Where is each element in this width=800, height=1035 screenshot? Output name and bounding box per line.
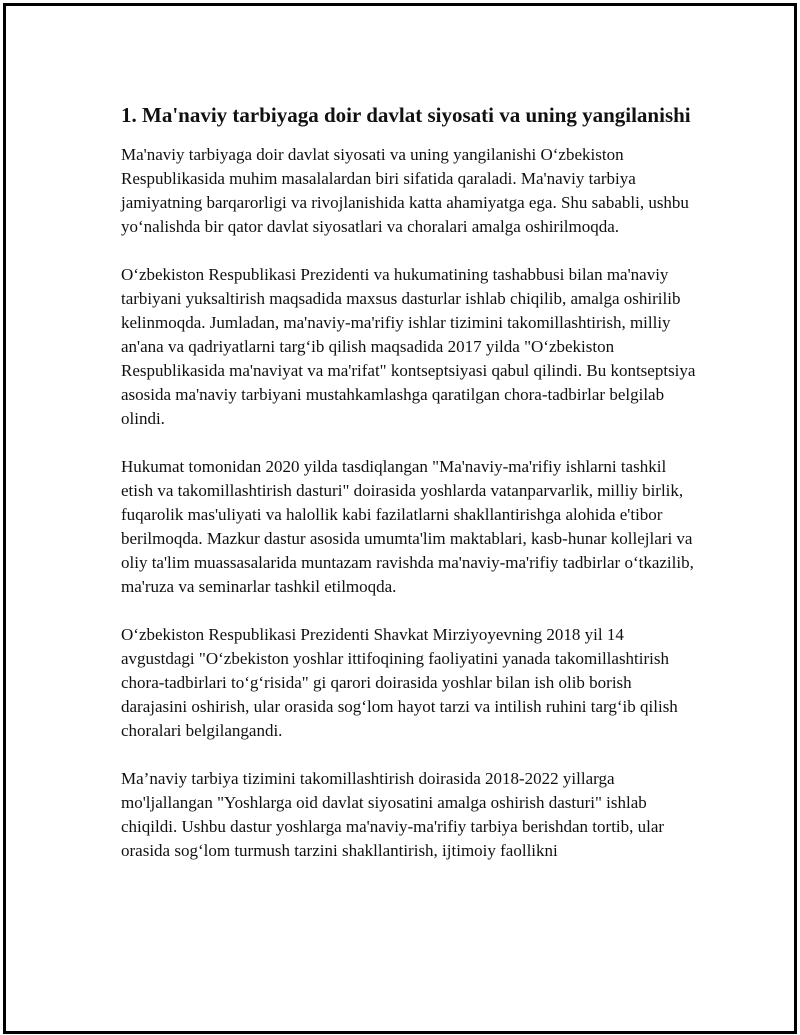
paragraph-2: O‘zbekiston Respublikasi Prezidenti va hukumatining tashabbusi bilan ma'naviy tarbiyani yuksaltirish maqsadida maxsus dasturlar ishlab chiqilib, amalga oshirilib kelinmoqda. Jumladan, ma'naviy-ma'rifiy ishlar tizimini takomillashtirish, milliy an'ana va qadriyatlarni targ‘ib qilish maqsadida 2017 yilda "O‘zbekiston Respublikasida ma'naviyat va ma'rifat" kontseptsiyasi qabul qilindi. Bu kontseptsiya asosida ma'naviy tarbiyani mustahkamlashga qaratilgan chora-tadbirlar belgilab olindi. — [121, 265, 696, 428]
document-body — [121, 102, 701, 887]
paragraph-1: Ma'naviy tarbiyaga doir davlat siyosati va uning yangilanishi O‘zbekiston Respublikasida muhim masalalardan biri sifatida qaraladi. Ma'naviy tarbiya jamiyatning barqarorligi va rivojlanishida katta ahamiyatga ega. Shu sababli, ushbu yo‘nalishda bir qator davlat siyosatlari va choralari amalga oshirilmoqda. — [121, 145, 689, 236]
paragraph-3: Hukumat tomonidan 2020 yilda tasdiqlangan "Ma'naviy-ma'rifiy ishlarni tashkil etish va takomillashtirish dasturi" doirasida yoshlarda vatanparvarlik, milliy birlik, fuqarolik mas'uliyati va halollik kabi fazilatlarni shakllantirishga alohida e'tibor berilmoqda. Mazkur dastur asosida umumta'lim maktablari, kasb-hunar kollejlari va oliy ta'lim muassasalarida muntazam ravishda ma'naviy-ma'rifiy tadbirlar o‘tkazilib, ma'ruza va seminarlar tashkil etilmoqda. — [121, 457, 694, 596]
paragraph-5: Ma’naviy tarbiya tizimini takomillashtirish doirasida 2018-2022 yillarga mo'ljallangan "Yoshlarga oid davlat siyosatini amalga oshirish dasturi" ishlab chiqildi. Ushbu dastur yoshlarga ma'naviy-ma'rifiy tarbiya berishdan tortib, ular orasida sog‘lom turmush tarzini shakllantirish, ijtimoiy faollikni — [121, 769, 665, 860]
paragraph-4: O‘zbekiston Respublikasi Prezidenti Shavkat Mirziyoyevning 2018 yil 14 avgustdagi "O‘zbekiston yoshlar ittifoqining faoliyatini yanada takomillashtirish chora-tadbirlari to‘g‘risida" gi qarori doirasida yoshlar bilan ish olib borish darajasini oshirish, ular orasida sog‘lom hayot tarzi va intilish ruhini targ‘ib qilish choralari belgilangandi. — [121, 625, 678, 740]
section-heading: 1. Ma'naviy tarbiyaga doir davlat siyosati va uning yangilanishi — [121, 103, 691, 127]
page-frame — [3, 3, 797, 1034]
